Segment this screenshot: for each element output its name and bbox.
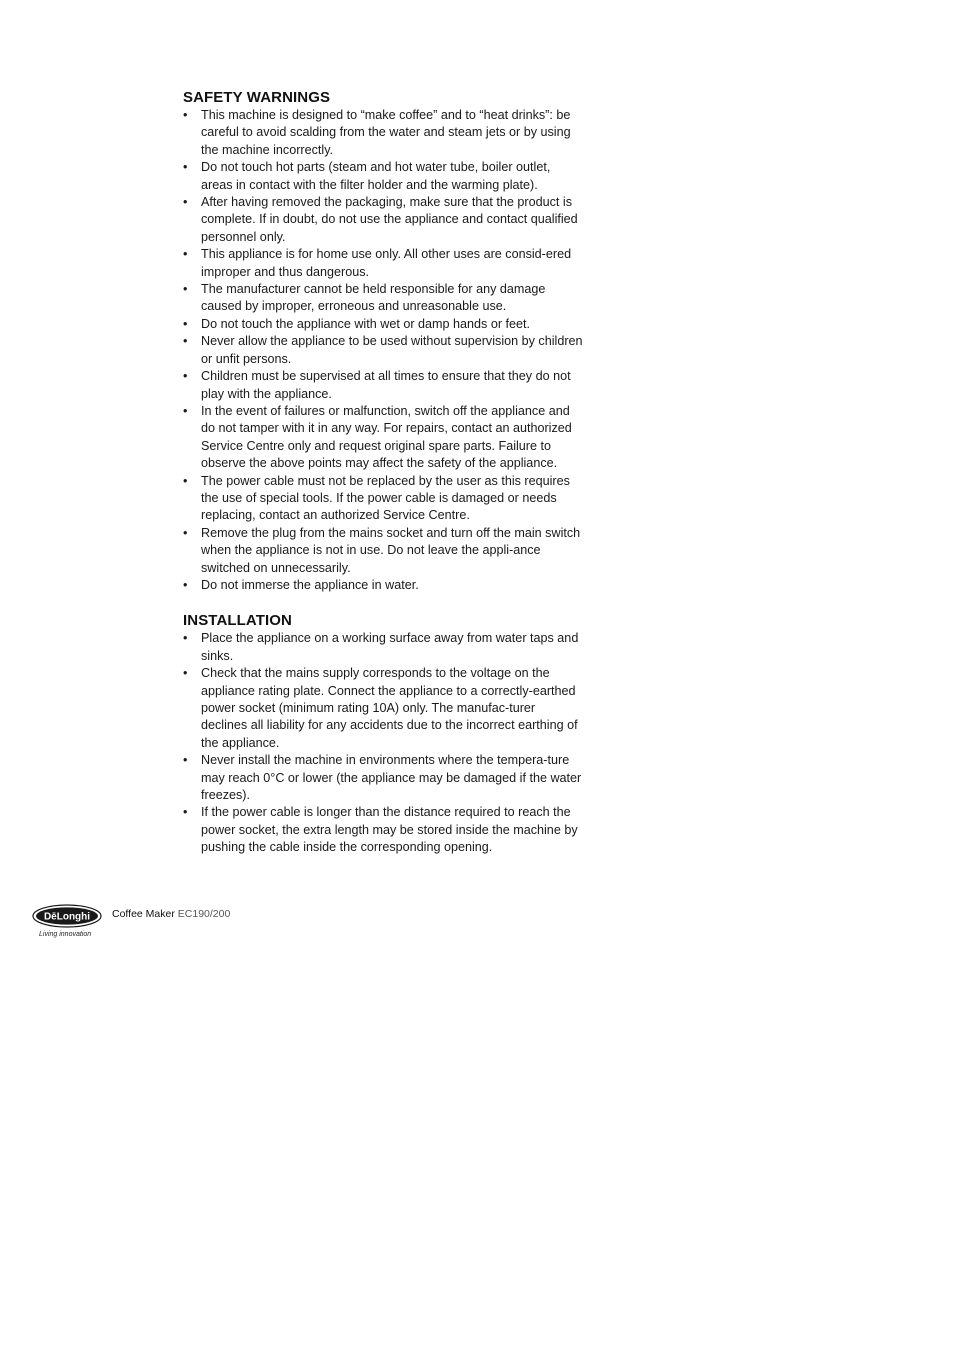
list-item-text: Never allow the appliance to be used without supervision by children or unfit persons. (201, 334, 583, 366)
bullet: • (183, 160, 188, 175)
list-item-text: Remove the plug from the mains socket and turn off the main switch when the appliance is not in use. Do not leave the appli-ance switched on unnecessarily. (201, 525, 581, 575)
bullet: • (183, 334, 188, 349)
bullet: • (183, 753, 188, 768)
bullet: • (183, 282, 188, 297)
list-item (183, 525, 583, 577)
list-item-text: The manufacturer cannot be held responsible for any damage caused by improper, erroneous and unreasonable use. (201, 282, 546, 314)
section-heading: INSTALLATION (183, 612, 292, 630)
bullet: • (183, 805, 188, 820)
bullet: • (183, 369, 188, 384)
list-item-text: Check that the mains supply corresponds to the voltage on the appliance rating plate. Connect the appliance to a correctly-earthed power socket (minimum rating 10A) only. The manufac-turer declines all liability for any accidents due to the incorrect earthing of the appliance. (201, 666, 578, 750)
bullet: • (183, 316, 188, 331)
list-item (183, 403, 583, 473)
list-item (183, 368, 583, 403)
list-item (183, 665, 583, 752)
product-label (112, 908, 230, 920)
bullet: • (183, 473, 188, 488)
list-item (183, 333, 583, 368)
bullet: • (183, 108, 188, 122)
list-item (183, 281, 583, 316)
manual-content (183, 88, 583, 857)
bullet: • (183, 403, 188, 418)
section-heading: SAFETY WARNINGS (183, 89, 331, 106)
delonghi-logo (32, 904, 102, 928)
bullet: • (183, 631, 188, 646)
list-item (183, 107, 583, 159)
list-item (183, 473, 583, 525)
list-item (183, 159, 583, 194)
list-item-text: Children must be supervised at all times to ensure that they do not play with the appliance. (201, 369, 571, 401)
list-item-text: Do not touch hot parts (steam and hot water tube, boiler outlet, areas in contact with the filter holder and the warming plate). (201, 160, 551, 192)
list-item-text: This appliance is for home use only. All other uses are consid-ered improper and thus dangerous. (201, 247, 572, 279)
bullet: • (183, 577, 188, 592)
list-item-text: Never install the machine in environments where the tempera-ture may reach 0°C or lower (the appliance may be damaged if the water freezes). (201, 753, 582, 803)
bullet-list (183, 630, 583, 856)
list-item-text: In the event of failures or malfunction, switch off the appliance and do not tamper with it in any way. For repairs, contact an authorized Service Centre only and request original spare parts. Failure to observe the above points may affect the safety of the appliance. (201, 403, 572, 471)
section-safety-warnings (183, 88, 583, 594)
list-item-text: Do not immerse the appliance in water. (201, 577, 419, 592)
list-item (183, 577, 583, 594)
list-item-text: After having removed the packaging, make sure that the product is complete. If in doubt, do not use the appliance and contact qualified personnel only. (201, 195, 578, 244)
product-name: Coffee Maker (112, 908, 175, 920)
logo-wordmark: DēLonghi (43, 911, 91, 923)
list-item-text: If the power cable is longer than the distance required to reach the power socket, the extra length may be stored inside the machine by pushing the cable inside the corresponding opening. (201, 805, 578, 855)
list-item (183, 752, 583, 804)
bullet: • (183, 525, 188, 540)
bullet: • (183, 666, 188, 681)
list-item-text: The power cable must not be replaced by the user as this requires the use of special tools. If the power cable is damaged or needs replacing, contact an authorized Service Centre. (201, 473, 570, 523)
section-installation (183, 611, 583, 856)
bullet-list (183, 107, 583, 594)
list-item-text: Place the appliance on a working surface away from water taps and sinks. (201, 631, 579, 663)
bullet: • (183, 195, 188, 210)
list-item-text: This machine is designed to “make coffee” and to “heat drinks”: be careful to avoid scalding from the water and steam jets or by using the machine incorrectly. (201, 108, 571, 157)
brand-tagline: Living innovation (39, 931, 92, 938)
list-item (183, 246, 583, 281)
bullet: • (183, 247, 188, 262)
list-item (183, 630, 583, 665)
list-item (183, 194, 583, 246)
list-item (183, 804, 583, 856)
product-model: EC190/200 (177, 908, 231, 920)
page-footer (32, 904, 432, 944)
list-item-text: Do not touch the appliance with wet or damp hands or feet. (201, 316, 531, 331)
list-item (183, 316, 583, 333)
